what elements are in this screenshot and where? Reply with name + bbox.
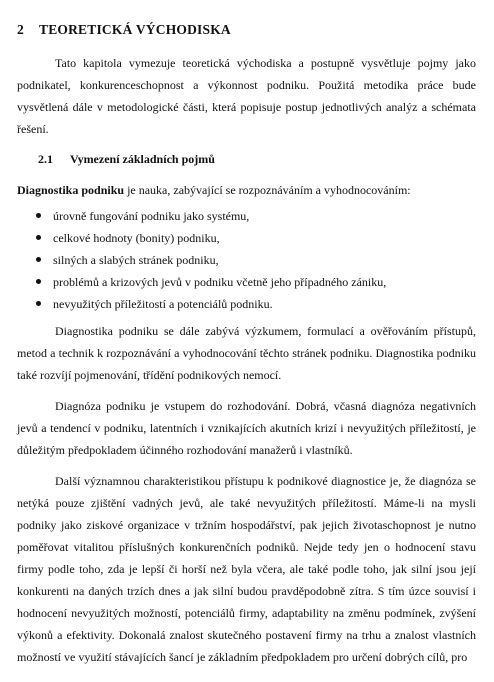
bullet-icon — [36, 235, 41, 240]
chapter-number: 2 — [17, 22, 24, 37]
definition-text: je nauka, zabývající se rozpoznáváním a vyhodnocováním: — [124, 183, 411, 197]
chapter-title: TEORETICKÁ VÝCHODISKA — [39, 22, 231, 37]
section-number: 2.1 — [38, 152, 53, 166]
body-paragraph — [17, 320, 476, 386]
section-title: Vymezení základních pojmů — [70, 152, 215, 166]
document-page: 2 TEORETICKÁ VÝCHODISKA Tato kapitola vymezuje teoretická východiska a postupně vysvětluje pojmy jako podnikatel, konkurenceschopnost a výkonnost podniku. Použitá metodika práce bude vysvětlená dále v metodologické části, která popisuje postup jednotlivých analýz a schémata řešení. 2.1 Vymezení základních pojmů Diagnostika podniku je nauka, zabývající se rozpoznáváním a vyhodnocováním: úrovně fungování podniku jako systému, celkové hodnoty (bonity) podniku, silných a slabých stránek podniku, problémů a krizových jevů v podniku včetně jeho případného zániku, nevyužitých příležitostí a potenciálů podniku. Diagnostika podniku se dále zabývá výzkumem, formulací a ověřováním přístupů, metod a technik k rozpoznávání a vyhodnocování těchto stránek podniku. Diagnostika podniku také rozvíjí pojmenování, třídění podnikových nemocí. Diagnóza podniku je vstupem do rozhodování. Dobrá, včasná diagnóza negativních jevů a tendencí v podniku, latentních i vznikajících akutních krizí i nevyužitých příležitostí, je důležitým předpokladem účinného rozhodování manažerů i vlastníků. Další významnou charakteristikou přístupu k podnikové diagnostice je, že diagnóza se netýká pouze zjištění vadných jevů, ale také nevyužitých příležitostí. Máme-li na mysli podniky jako ziskové organizace v tržním hospodářství, pak jejich životaschopnost je nutno poměřovat vitalitou příslušných konkurenčních podniků. Nejde tedy jen o hodnocení stavu firmy podle toho, zda je lepší či horší než byla včera, ale také podle toho, jak silní jsou její konkurenti na daných trzích dnes a jak silní budou pravděpodobně zítra. S tím úzce souvisí i hodnocení nevyužitých možností, potenciálů firmy, adaptability na změnu podmínek, zvýšení výkonů a efektivity. Dokonalá znalost skutečného postavení firmy na trhu a znalost vlastních možností ve využití stávajících šancí je základním předpokladem pro určení dobrých cílů, pro — [0, 0, 494, 682]
defined-term: Diagnostika podniku — [17, 183, 125, 197]
intro-paragraph — [17, 52, 476, 140]
paragraph-text: Další významnou charakteristikou přístupu k podnikové diagnostice je, že diagnóza se netýká pouze zjištění vadných jevů, ale také nevyužitých příležitostí. Máme-li na mysli podniky jako ziskové organizace v tržním hospodářství, pak jejich životaschopnost je nutno poměřovat vitalitou příslušných konkurenčních podniků. Nejde tedy jen o hodnocení stavu firmy podle toho, zda je lepší či horší než byla včera, ale také podle toho, jak silní jsou její konkurenti na daných trzích dnes a jak silní budou pravděpodobně zítra. S tím úzce souvisí i hodnocení nevyužitých možností, potenciálů firmy, adaptability na změnu podmínek, zvýšení výkonů a efektivity. Dokonalá znalost skutečného postavení firmy na trhu a znalost vlastních možností ve využití stávajících šancí je základním předpokladem pro určení dobrých cílů, pro — [17, 474, 476, 664]
paragraph-text: Diagnóza podniku je vstupem do rozhodování. Dobrá, včasná diagnóza negativních jevů a tendencí v podniku, latentních i vznikajících akutních krizí i nevyužitých příležitostí, je důležitým předpokladem účinného rozhodování manažerů i vlastníků. — [17, 399, 476, 457]
bullet-icon — [36, 213, 41, 218]
body-paragraph — [17, 470, 476, 668]
bullet-icon — [36, 257, 41, 262]
section-heading — [38, 152, 215, 167]
paragraph-text: Diagnostika podniku se dále zabývá výzkumem, formulací a ověřováním přístupů, metod a technik k rozpoznávání a vyhodnocování těchto stránek podniku. Diagnostika podniku také rozvíjí pojmenování, třídění podnikových nemocí. — [17, 324, 476, 382]
bullet-icon — [36, 301, 41, 306]
definition-lead — [17, 182, 411, 198]
chapter-heading — [17, 22, 231, 38]
intro-text: Tato kapitola vymezuje teoretická východiska a postupně vysvětluje pojmy jako podnikatel, konkurenceschopnost a výkonnost podniku. Použitá metodika práce bude vysvětlená dále v metodologické části, která popisuje postup jednotlivých analýz a schémata řešení. — [17, 56, 476, 136]
bullet-icon — [36, 279, 41, 284]
body-paragraph — [17, 395, 476, 461]
